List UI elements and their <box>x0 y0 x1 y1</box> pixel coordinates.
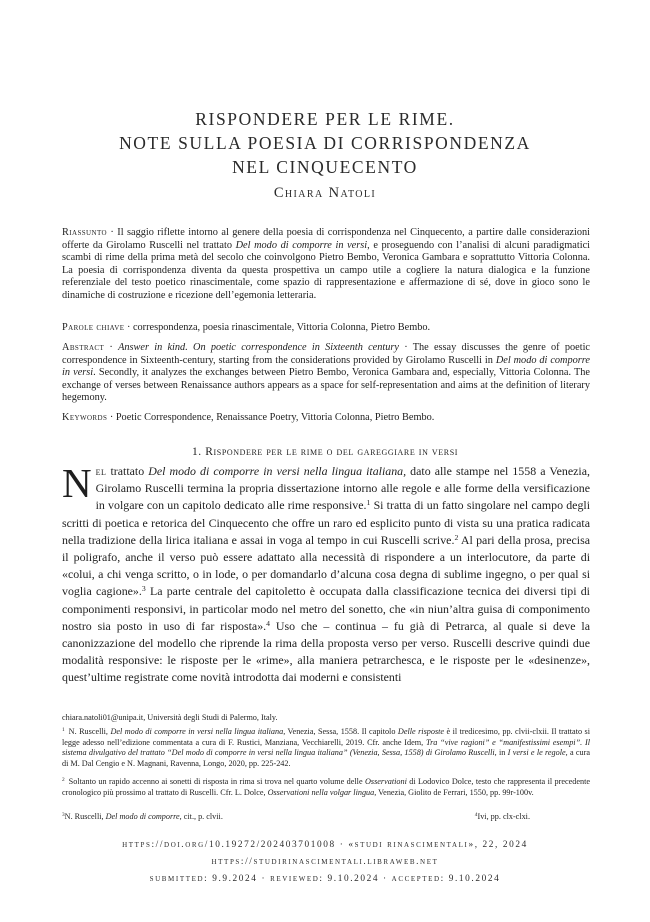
footnote-segment: N. Ruscelli, <box>68 727 111 736</box>
body-segment: dato alle stampe nel 1558 a Venezia, Girolamo Ruscelli termina la propria dissertazione intorno alle regole e alle forme della versificazione in volgare con un capitolo dedicato alle rime responsive. <box>95 464 590 513</box>
body-work-title: Del modo di comporre in versi nella lingua italiana, <box>148 464 407 478</box>
body-lead: el <box>95 464 107 478</box>
riassunto-work-title: Del modo di comporre in versi <box>235 239 368 251</box>
footnote-1: $^1$ N. Ruscelli, Del modo di comporre in versi nella lingua italiana, Venezia, Sessa, 1558. Il capitolo Delle risposte è il tredicesimo, pp. clvii-clxii. Il trattato si legge adesso nell’edizione commentata a cura di F. Rustici, Manziana, Vecchiarelli, 2019. Cfr. anche Idem, Tra “vive ragioni” e “manifestissimi esempi”. Il sistema divulgativo del trattato “Del modo di comporre in versi nella lingua italiana” (Venezia, Sessa, 1558) di Girolamo Ruscelli, in I versi e le regole, a cura di M. Dal Cengio e N. Magnani, Ravenna, Longo, 2020, pp. 225-242. <box>62 727 590 768</box>
footnote-ref-4[interactable]: 4 <box>266 618 270 628</box>
parole-chiave-text: correspondenza, poesia rinascimentale, Vittoria Colonna, Pietro Bembo. <box>132 322 431 333</box>
separator: · <box>107 412 116 423</box>
footnote-segment: Soltanto un rapido accenno ai sonetti di risposta in rima si trova nel quarto volume delle <box>68 777 365 786</box>
footnote-segment: di Lodovico Dolce, testo che rappresenta il precedente cronologico più prossimo al trattato di Ruscelli. Cfr. L. Dolce, <box>62 777 591 797</box>
abstract <box>62 342 590 405</box>
footer-dates: submitted: 9.9.2024 · reviewed: 9.10.2024 · accepted: 9.10.2024 <box>149 874 501 884</box>
footnote-work-title: Tra “vive ragioni” e “manifestissimi esempi”. Il sistema divulgativo del trattato “Del modo di comporre in versi nella lingua italiana” (Venezia, Sessa, 1558) di Girolamo Ruscelli <box>62 737 590 758</box>
keywords <box>62 412 590 425</box>
footnote-2: $^2$ Soltanto un rapido accenno ai sonetti di risposta in rima si trova nel quarto volume delle Osservationi di Lodovico Dolce, testo che rappresenta il precedente cronologico più prossimo al trattato di Ruscelli. Cfr. L. Dolce, Osservationi nella volgar lingua, Venezia, Giolito de Ferrari, 1550, pp. 99r-100v. <box>62 777 591 797</box>
abstract-title: Answer in kind. On poetic correspondence in Sixteenth century <box>118 342 399 353</box>
abstract-text-b: . Secondly, it analyzes the exchanges between Pietro Bembo, Veronica Gambara and, especially, Vittoria Colonna. The exchange of verses between Renaissance authors appears as a space for self-representation and aims at the definition of literary hegemony. <box>62 367 590 404</box>
separator: · <box>398 342 413 353</box>
body-segment: Si tratta di un fatto singolare nel campo degli scritti di poetica e retorica del Cinquecento che offre un raro ed esplicito punto di vista su una pratica radicata nella tradizione della lirica italiana e assai in voga al tempo in cui Ruscelli scrive. <box>62 498 591 547</box>
riassunto-text-b: , e proseguendo con l’analisi di alcuni paradigmatici scambi di rime della prima metà del secolo che coinvolgono Pietro Bembo, Veronica Gambara e soprattutto Vittoria Colonna. La poesia di corrispondenza diventa da questa prospettiva un campo utile a cogliere la natura dialogica e la funzione referenziale del testo poetico rinascimentale, come spazio di rappresentazione e affermazione di sé, dove in gioco sono le dinamiche di costruzione e ricezione dell’egemonia letteraria. <box>62 239 590 301</box>
footnote-ref-3[interactable]: 3 <box>141 584 146 594</box>
footnote-3 <box>62 812 223 821</box>
drop-cap: N <box>62 460 92 506</box>
article-title-line-3: NEL CINQUECENTO <box>232 157 418 177</box>
body-segment: La parte centrale del capitoletto è occupata dalla classificazione tecnica dei diversi tipi di componimenti responsivi, in particolar modo nel metro del sonetto, che «in niun’altra guisa di componimento nostro sia posto in uso di far risposta». <box>62 584 590 633</box>
keywords-label: Keywords <box>62 412 108 423</box>
footnote-segment: , in <box>494 748 508 758</box>
footnote-ref-2[interactable]: 2 <box>454 532 459 542</box>
footnote-segment: , Venezia, Sessa, 1558. Il capitolo <box>283 727 398 736</box>
article-title-line-1: RISPONDERE PER LE RIME. <box>195 109 455 129</box>
separator: · <box>106 227 118 238</box>
footnote-segment: N. Ruscelli, <box>64 812 106 821</box>
footnote-segment: , a cura di M. Dal Cengio e N. Magnani, Ravenna, Longo, 2020, pp. 225-242. <box>62 748 590 768</box>
footnote-segment: Ivi, pp. clx-clxi. <box>477 812 530 821</box>
footnote-ref-1[interactable]: 1 <box>366 498 371 508</box>
abstract-label: Abstract <box>62 342 105 353</box>
author-name: Chiara Natoli <box>273 185 377 201</box>
footnote-segment: , Venezia, Giolito de Ferrari, 1550, pp. 99r-100v. <box>374 787 534 797</box>
footnote-work-title: Osservationi <box>365 777 407 786</box>
body-segment: Al pari della prosa, precisa il poligrafo, anche il verso può essere adattato alla necessità di rispondere a un interlocutore, da parte di «colui, a chi venga scritto, o in lode, o per domandarlo d’alcuna cosa degna di sublime ingegno, o per qual si voglia cagione». <box>62 532 590 599</box>
footnote-number: 3 <box>62 812 65 819</box>
footnote-segment: , cit., p. clvii. <box>179 812 223 821</box>
footnotes-3-4-row <box>62 812 590 823</box>
parole-chiave <box>62 322 590 335</box>
riassunto-label: Riassunto <box>62 227 107 238</box>
article-title-line-2: NOTE SULLA POESIA DI CORRISPONDENZA <box>119 133 531 153</box>
author-affiliation: chiara.natoli01@unipa.it, Università degli Studi di Palermo, Italy. <box>62 713 278 722</box>
parole-chiave-label: Parole chiave <box>62 322 125 333</box>
footnote-4 <box>475 812 530 823</box>
body-segment: trattato <box>106 464 149 478</box>
footnote-number: 4 <box>474 812 478 819</box>
abstract-text-a: The essay discusses the genre of poetic correspondence in Sixteenth-century, starting from the considerations provided by Girolamo Ruscelli in <box>62 342 590 366</box>
separator: · <box>104 342 119 353</box>
footnote-work-title: Osservationi nella volgar lingua <box>267 787 375 797</box>
footnote-work-title: Delle risposte <box>397 727 445 736</box>
abstract-work-title: Del modo di comporre in versi <box>62 354 590 379</box>
section-heading: 1. Rispondere per le rime o del gareggiare in versi <box>191 446 459 458</box>
footnote-segment: è il tredicesimo, pp. clvii-clxii. Il trattato si legge adesso nell’edizione commentata a cura di F. Rustici, Manziana, Vecchiarelli, 2019. Cfr. anche Idem, <box>62 727 590 747</box>
riassunto-text-a: Il saggio riflette intorno al genere della poesia di corrispondenza nel Cinquecento, a partire dalle considerazioni offerte da Girolamo Ruscelli nel trattato <box>62 227 591 251</box>
body-text <box>62 460 591 687</box>
separator: · <box>124 322 133 333</box>
footnote-work-title: I versi e le regole <box>507 748 566 758</box>
footnote-work-title: Del modo di comporre <box>105 812 180 821</box>
riassunto <box>62 227 590 303</box>
keywords-text: Poetic Correspondence, Renaissance Poetry, Vittoria Colonna, Pietro Bembo. <box>115 412 435 423</box>
footer-doi[interactable]: https://doi.org/10.19272/202403701008 · «studi rinascimentali», 22, 2024 <box>122 840 528 850</box>
body-segment: Uso che – continua – fu già di Petrarca, al quale si deve la canonizzazione del modello che riprende la rima della proposta verso per verso. Ruscelli descrive quindi due modalità responsive: le risposte per le «rime», alla maniera petrarchesca, e le risposte per le «desinenze», quest’ultime registrate come novità introdotta dai moderni e consistenti <box>62 618 590 685</box>
footnote-work-title: Del modo di comporre in versi nella lingua italiana <box>110 727 284 736</box>
footer-website[interactable]: https://studirinascimentali.libraweb.net <box>211 857 439 867</box>
